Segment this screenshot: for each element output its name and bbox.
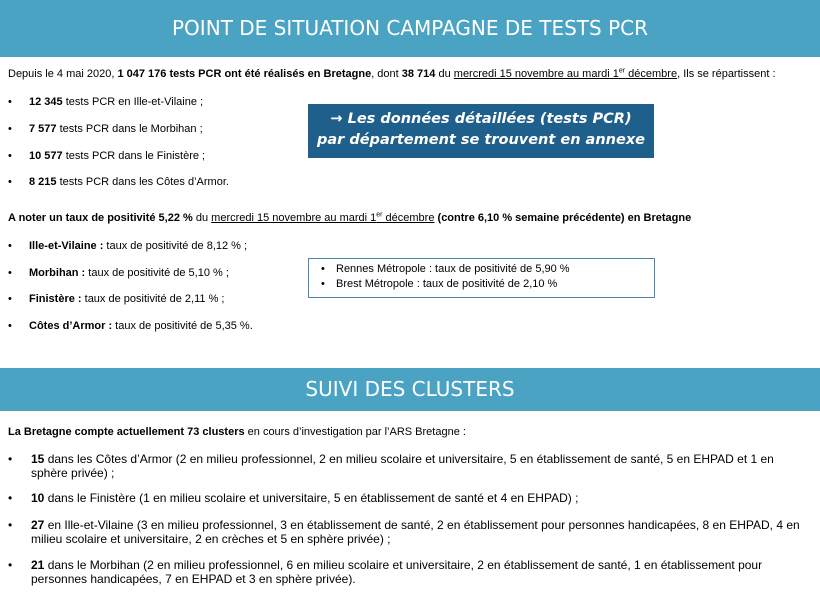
- dept-positivity-item: • Finistère : taux de positivité de 2,11 % ;: [8, 293, 225, 305]
- bullet-icon: •: [8, 123, 12, 135]
- section-title-tests: POINT DE SITUATION CAMPAGNE DE TESTS PCR: [0, 0, 820, 57]
- bullet-icon: •: [8, 150, 12, 162]
- cluster-item: • 10 dans le Finistère (1 en milieu scolaire et universitaire, 5 en établissement de santé et 4 en EHPAD) ;: [8, 491, 579, 505]
- dept-tests-item: • 10 577 tests PCR dans le Finistère ;: [8, 150, 206, 162]
- callout-line: par département se trouvent en annexe: [316, 132, 646, 148]
- bullet-icon: •: [8, 293, 12, 305]
- metropole-item: • Rennes Métropole : taux de positivité de 5,90 %: [321, 263, 570, 275]
- dept-tests-item: • 7 577 tests PCR dans le Morbihan ;: [8, 123, 203, 135]
- bullet-icon: •: [8, 558, 13, 572]
- dept-tests-item: • 12 345 tests PCR en Ille-et-Vilaine ;: [8, 96, 204, 108]
- bullet-icon: •: [8, 452, 13, 466]
- bullet-icon: •: [8, 491, 13, 505]
- bullet-icon: •: [321, 263, 325, 275]
- section-title-clusters: SUIVI DES CLUSTERS: [0, 368, 820, 411]
- dept-positivity-item: • Côtes d’Armor : taux de positivité de 5,35 %.: [8, 320, 253, 332]
- dept-positivity-item: • Ille-et-Vilaine : taux de positivité de 8,12 % ;: [8, 240, 248, 252]
- cluster-item: • 21 dans le Morbihan (2 en milieu professionnel, 6 en milieu scolaire et universitaire, 2 en établissement de santé, 1 en établissement pour personnes handicapées, 7 en EHPAD et 3 en sphère privée).: [8, 558, 763, 586]
- bullet-icon: •: [8, 518, 13, 532]
- bullet-icon: •: [8, 96, 12, 108]
- bullet-icon: •: [8, 240, 12, 252]
- dept-tests-item: • 8 215 tests PCR dans les Côtes d’Armor.: [8, 176, 229, 188]
- clusters-intro: La Bretagne compte actuellement 73 clusters en cours d’investigation par l’ARS Bretagne :: [8, 426, 466, 438]
- callout-line: → Les données détaillées (tests PCR): [330, 111, 632, 127]
- positivity-summary: A noter un taux de positivité 5,22 % du mercredi 15 novembre au mardi 1er décembre (contre 6,10 % semaine précédente) en Bretagne: [8, 211, 692, 224]
- bullet-icon: •: [8, 176, 12, 188]
- annex-callout: [308, 104, 654, 158]
- metropoles-box: [308, 258, 655, 298]
- tests-intro: Depuis le 4 mai 2020, 1 047 176 tests PCR ont été réalisés en Bretagne, dont 38 714 du mercredi 15 novembre au mardi 1er décembre, Ils se répartissent :: [8, 67, 776, 80]
- bullet-icon: •: [8, 267, 12, 279]
- cluster-item: • 15 dans les Côtes d’Armor (2 en milieu professionnel, 2 en milieu scolaire et universitaire, 5 en établissement de santé, 5 en EHPAD et 1 en sphère privée) ;: [8, 452, 774, 480]
- dept-positivity-item: • Morbihan : taux de positivité de 5,10 % ;: [8, 267, 229, 279]
- bullet-icon: •: [8, 320, 12, 332]
- bullet-icon: •: [321, 278, 325, 290]
- metropole-item: • Brest Métropole : taux de positivité de 2,10 %: [321, 278, 558, 290]
- cluster-item: • 27 en Ille-et-Vilaine (3 en milieu professionnel, 3 en établissement de santé, 2 en établissement pour personnes handicapées, 8 en EHPAD, 4 en milieu scolaire et universitaire, 2 en crèches et 5 en sphère privée) ;: [8, 518, 800, 546]
